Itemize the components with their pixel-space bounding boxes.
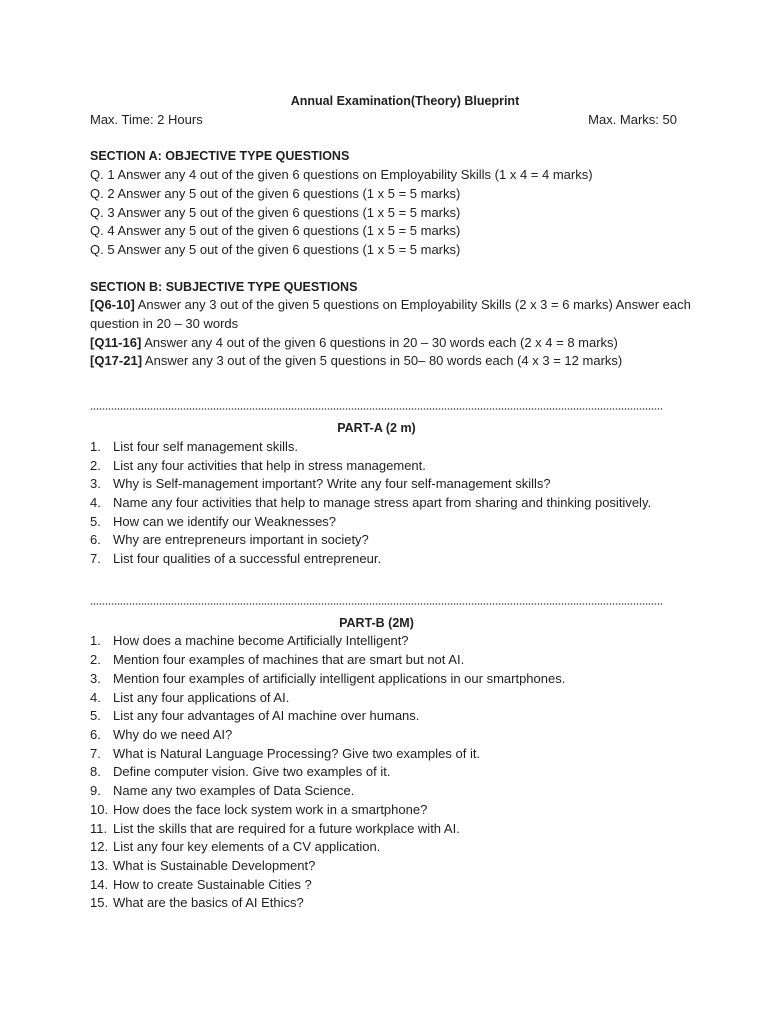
- part-b-question-list: [90, 632, 700, 913]
- question-number: 9.: [90, 783, 101, 799]
- question-number: 2.: [90, 652, 101, 668]
- question-number: 7.: [90, 551, 101, 567]
- section-a-line: Q. 1 Answer any 4 out of the given 6 questions on Employability Skills (1 x 4 = 4 marks): [90, 167, 593, 183]
- question-text: List any four applications of AI.: [113, 689, 290, 705]
- section-a-heading: SECTION A: OBJECTIVE TYPE QUESTIONS: [90, 149, 350, 164]
- question-number: 1.: [90, 438, 101, 454]
- list-item: [90, 820, 700, 839]
- part-a-title: PART-A (2 m): [337, 421, 416, 436]
- part-b-title: PART-B (2M): [339, 615, 414, 630]
- question-number: 2.: [90, 457, 101, 473]
- question-number: 11.: [90, 820, 108, 836]
- document-content: [90, 92, 700, 913]
- question-number: 14.: [90, 876, 109, 892]
- question-text: Mention four examples of machines that are smart but not AI.: [113, 652, 465, 668]
- question-number: 1.: [90, 633, 101, 649]
- max-marks: Max. Marks: 50: [588, 111, 677, 127]
- section-b-item: [90, 296, 700, 333]
- list-item: [90, 632, 700, 651]
- question-text: How does the face lock system work in a smartphone?: [113, 801, 428, 817]
- question-number: 5.: [90, 708, 101, 724]
- list-item: [90, 651, 700, 670]
- question-number: 5.: [90, 513, 101, 529]
- question-text: How to create Sustainable Cities ?: [113, 876, 312, 892]
- section-b-item-text: Answer any 3 out of the given 5 questions in 50– 80 words each (4 x 3 = 12 marks): [142, 353, 623, 369]
- question-number: 8.: [90, 764, 101, 780]
- question-range-tag: [Q6-10]: [90, 297, 135, 313]
- section-a-line: Q. 2 Answer any 5 out of the given 6 questions (1 x 5 = 5 marks): [90, 185, 461, 201]
- question-text: List any four activities that help in stress management.: [113, 457, 426, 473]
- question-text: List four self management skills.: [113, 438, 298, 454]
- section-a-line: Q. 4 Answer any 5 out of the given 6 questions (1 x 5 = 5 marks): [90, 223, 461, 239]
- dotted-divider: [90, 407, 663, 411]
- question-number: 10.: [90, 801, 109, 817]
- question-text: What are the basics of AI Ethics?: [113, 895, 304, 911]
- question-number: 3.: [90, 670, 101, 686]
- question-text: What is Natural Language Processing? Give two examples of it.: [113, 745, 481, 761]
- list-item: [90, 745, 700, 764]
- question-text: Why is Self-management important? Write any four self-management skills?: [113, 476, 551, 492]
- question-text: Name any four activities that help to manage stress apart from sharing and thinking positively.: [113, 494, 652, 510]
- question-text: List any four advantages of AI machine over humans.: [113, 708, 420, 724]
- section-b-item: [90, 334, 700, 353]
- list-item: [90, 763, 700, 782]
- section-b-item-text: Answer any 4 out of the given 6 questions in 20 – 30 words each (2 x 4 = 8 marks): [141, 334, 618, 350]
- max-time: Max. Time: 2 Hours: [90, 111, 203, 127]
- question-number: 13.: [90, 857, 109, 873]
- section-b-item-text: Answer any 3 out of the given 5 questions on Employability Skills (2 x 3 = 6 marks) Answer each question in 20 – 30 words: [90, 297, 691, 332]
- document-title: Annual Examination(Theory) Blueprint: [290, 94, 520, 108]
- question-range-tag: [Q11-16]: [90, 334, 142, 350]
- dotted-divider: [90, 602, 663, 606]
- list-item: [90, 782, 700, 801]
- question-text: Why do we need AI?: [113, 726, 233, 742]
- question-text: List four qualities of a successful entrepreneur.: [113, 551, 382, 567]
- list-item: [90, 438, 700, 457]
- section-a-line: Q. 3 Answer any 5 out of the given 6 questions (1 x 5 = 5 marks): [90, 204, 461, 220]
- question-text: List any four key elements of a CV application.: [113, 839, 381, 855]
- list-item: [90, 726, 700, 745]
- question-text: How does a machine become Artificially Intelligent?: [113, 633, 409, 649]
- list-item: [90, 707, 700, 726]
- question-number: 6.: [90, 726, 101, 742]
- section-b-heading: SECTION B: SUBJECTIVE TYPE QUESTIONS: [90, 279, 358, 294]
- list-item: [90, 475, 700, 494]
- list-item: [90, 689, 700, 708]
- question-text: How can we identify our Weaknesses?: [113, 513, 337, 529]
- question-text: Mention four examples of artificially intelligent applications in our smartphones.: [113, 670, 566, 686]
- list-item: [90, 857, 700, 876]
- question-number: 7.: [90, 745, 101, 761]
- list-item: [90, 838, 700, 857]
- question-text: List the skills that are required for a future workplace with AI.: [113, 820, 460, 836]
- list-item: [90, 670, 700, 689]
- question-text: Why are entrepreneurs important in society?: [113, 532, 369, 548]
- question-number: 3.: [90, 476, 101, 492]
- list-item: [90, 894, 700, 913]
- question-number: 15.: [90, 895, 109, 911]
- list-item: [90, 494, 700, 513]
- question-number: 4.: [90, 494, 101, 510]
- list-item: [90, 550, 700, 569]
- list-item: [90, 513, 700, 532]
- question-text: Define computer vision. Give two examples of it.: [113, 764, 391, 780]
- list-item: [90, 457, 700, 476]
- question-number: 4.: [90, 689, 101, 705]
- list-item: [90, 876, 700, 895]
- section-b-item: [90, 352, 700, 371]
- question-number: 6.: [90, 532, 101, 548]
- part-a-question-list: [90, 438, 700, 569]
- list-item: [90, 801, 700, 820]
- section-a-line: Q. 5 Answer any 5 out of the given 6 questions (1 x 5 = 5 marks): [90, 241, 461, 257]
- list-item: [90, 531, 700, 550]
- question-range-tag: [Q17-21]: [90, 353, 143, 369]
- question-text: What is Sustainable Development?: [113, 857, 316, 873]
- exam-meta-row: [90, 111, 677, 130]
- question-number: 12.: [90, 839, 109, 855]
- question-text: Name any two examples of Data Science.: [113, 783, 355, 799]
